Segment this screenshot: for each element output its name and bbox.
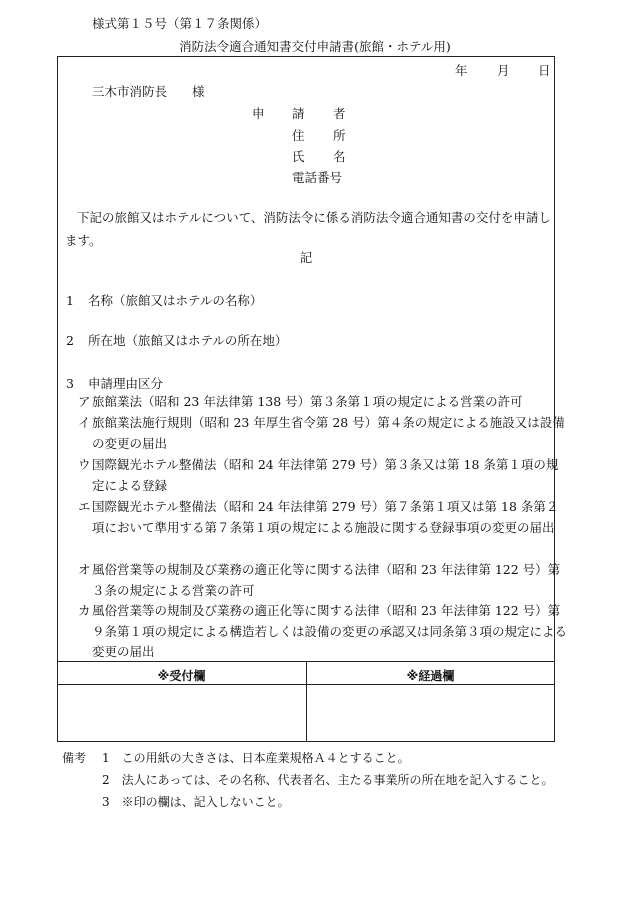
addressee: 三木市消防長 様 [92, 84, 205, 99]
label-char: 住 [292, 128, 305, 143]
ki-heading: 記 [299, 250, 313, 265]
reason-mark: オ [78, 562, 91, 577]
note-item: 1 この用紙の大きさは、日本産業規格Ａ４とすること。 [102, 751, 410, 765]
section-label: 申請理由区分 [88, 376, 164, 391]
reason-text: 風俗営業等の規制及び業務の適正化等に関する法律（昭和 23 年法律第 122 号）第３条の規定による営業の許可 [92, 562, 561, 598]
note-item: 2 法人にあっては、その名称、代表者名、主たる事業所の所在地を記入すること。 [102, 773, 554, 787]
reception-column-header: ※受付欄 [157, 669, 206, 683]
applicant-heading-char: 申 [252, 106, 265, 121]
label-char: 氏 [292, 149, 305, 164]
reason-text: 国際観光ホテル整備法（昭和 24 年法律第 279 号）第７条第１項又は第 18 条第２項において準用する第７条第１項の規定による施設に関する登録事項の変更の届出 [92, 499, 559, 535]
label-text: 電話番号 [292, 170, 343, 185]
reason-mark: イ [78, 415, 91, 430]
section-label: 所在地（旅館又はホテルの所在地） [88, 333, 288, 348]
reason-mark: ウ [78, 457, 91, 472]
section-name [66, 291, 262, 309]
form-number: 様式第１５号（第１７条関係） [92, 16, 268, 31]
reason-text: 国際観光ホテル整備法（昭和 24 年法律第 279 号）第３条又は第 18 条第１項の規定による登録 [92, 457, 559, 493]
section-number: 3 [66, 376, 74, 391]
label-char: 所 [333, 128, 346, 143]
section-location [66, 331, 287, 349]
section-number: 2 [66, 333, 74, 348]
section-reason [66, 374, 163, 392]
date-year: 年 [455, 63, 468, 78]
document-title: 消防法令適合通知書交付申請書(旅館・ホテル用) [179, 39, 451, 54]
progress-column-header: ※経過欄 [406, 669, 455, 683]
date-day: 日 [538, 63, 551, 78]
section-number: 1 [66, 293, 74, 308]
reason-item [78, 413, 568, 454]
reason-item [78, 392, 568, 413]
reason-item [78, 497, 568, 538]
reason-item [78, 455, 568, 496]
applicant-heading-char: 者 [333, 106, 346, 121]
reason-text: 旅館業法（昭和 23 年法律第 138 号）第３条第１項の規定による営業の許可 [92, 394, 523, 409]
reason-mark: カ [78, 603, 91, 618]
applicant-heading-char: 請 [292, 106, 305, 121]
date-month: 月 [497, 63, 510, 78]
reception-cell[interactable] [58, 685, 305, 741]
reason-text: 旅館業法施行規則（昭和 23 年厚生省令第 28 号）第４条の規定による施設又は設備の変更の届出 [92, 415, 565, 451]
label-char: 名 [333, 149, 346, 164]
reason-mark: ア [78, 394, 91, 409]
section-label: 名称（旅館又はホテルの名称） [88, 293, 263, 308]
reason-item [78, 560, 568, 601]
request-text-body: 下記の旅館又はホテルについて、消防法令に係る消防法令適合通知書の交付を申請します。 [65, 210, 551, 248]
progress-cell[interactable] [307, 685, 554, 741]
notes-label: 備考 [62, 751, 87, 765]
reason-mark: エ [78, 499, 91, 514]
note-item: 3 ※印の欄は、記入しないこと。 [102, 795, 290, 809]
request-text [65, 206, 553, 252]
reason-text: 風俗営業等の規制及び業務の適正化等に関する法律（昭和 23 年法律第 122 号）第９条第１項の規定による構造若しくは設備の変更の承認又は同条第３項の規定による変更の届出 [92, 603, 568, 659]
reason-item [78, 601, 568, 663]
